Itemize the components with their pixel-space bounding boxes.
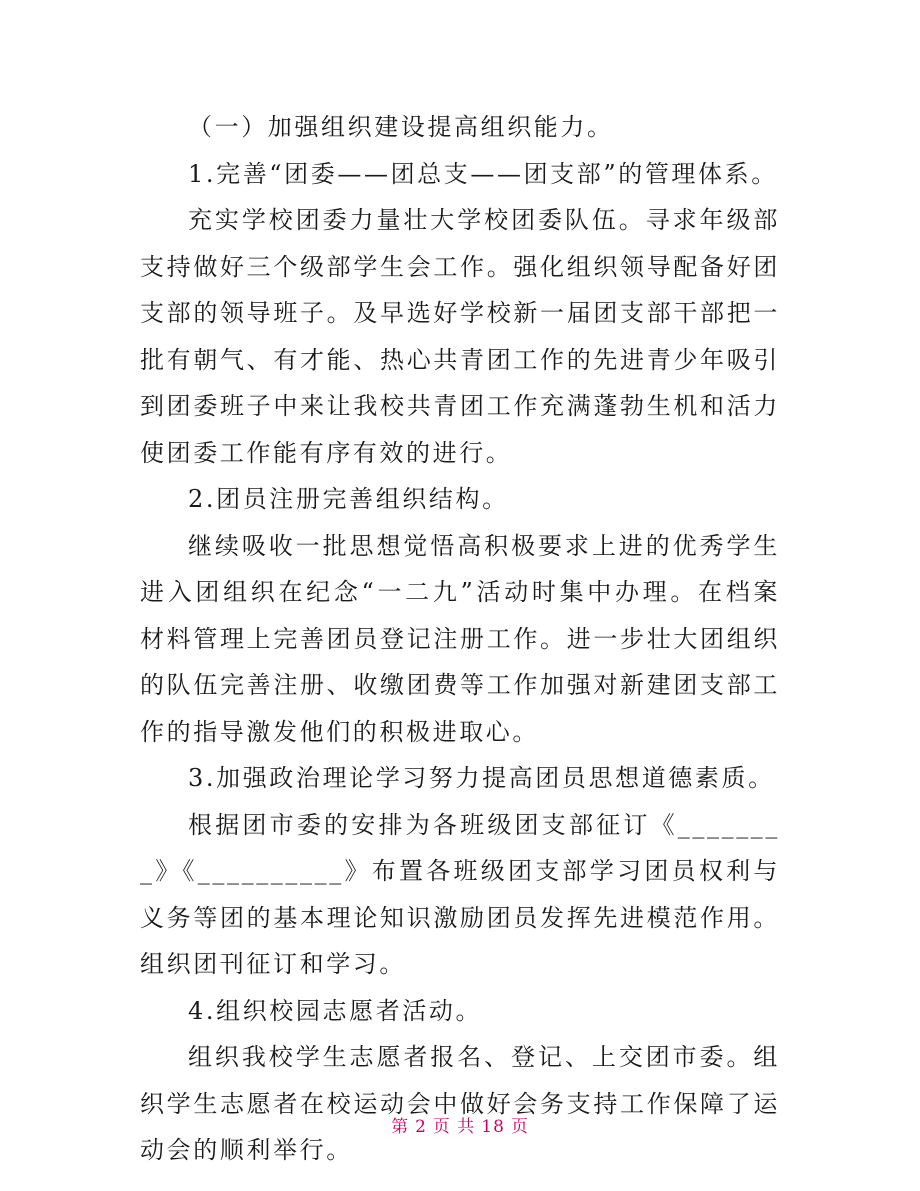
- subsection-heading-1: 1.完善“团委——团总支——团支部”的管理体系。: [188, 159, 778, 188]
- section-heading: （一）加强组织建设提高组织能力。: [188, 113, 614, 141]
- page-footer: [0, 1112, 920, 1137]
- subsection-heading-4: 4.组织校园志愿者活动。: [188, 996, 483, 1025]
- body-paragraph-4: 组织我校学生志愿者报名、登记、上交团市委。组织学生志愿者在校运动会中做好会务支持工作保障了运动会的顺利举行。: [140, 1043, 780, 1164]
- body-paragraph-1: 充实学校团委力量壮大学校团委队伍。寻求年级部支持做好三个级部学生会工作。强化组织领导配备好团支部的领导班子。及早选好学校新一届团支部干部把一批有朝气、有才能、热心共青团工作的先进青少年吸引到团委班子中来让我校共青团工作充满蓬勃生机和活力使团委工作能有序有效的进行。: [140, 206, 780, 467]
- footer-total-pages: 18: [481, 1117, 505, 1137]
- footer-suffix: 页: [510, 1117, 529, 1137]
- subsection-heading-2: 2.团员注册完善组织结构。: [188, 485, 509, 513]
- body-paragraph-2: 继续吸收一批思想觉悟高积极要求上进的优秀学生进入团组织在纪念“一二九”活动时集中办理。在档案材料管理上完善团员登记注册工作。进一步壮大团组织的队伍完善注册、收缴团费等工作加强对新建团支部工作的指导激发他们的积极进取心。: [140, 531, 780, 746]
- document-body: [140, 104, 780, 1174]
- footer-middle: 页 共: [432, 1117, 476, 1137]
- footer-page-number: 2: [415, 1117, 427, 1137]
- body-paragraph-3: 根据团市委的安排为各班级团支部征订《________》《__________》布置各班级团支部学习团员权利与义务等团的基本理论知识激励团员发挥先进模范作用。组织团刊征订和学习。: [140, 810, 780, 978]
- subsection-heading-3: 3.加强政治理论学习努力提高团员思想道德素质。: [188, 764, 775, 792]
- footer-prefix: 第: [391, 1117, 410, 1137]
